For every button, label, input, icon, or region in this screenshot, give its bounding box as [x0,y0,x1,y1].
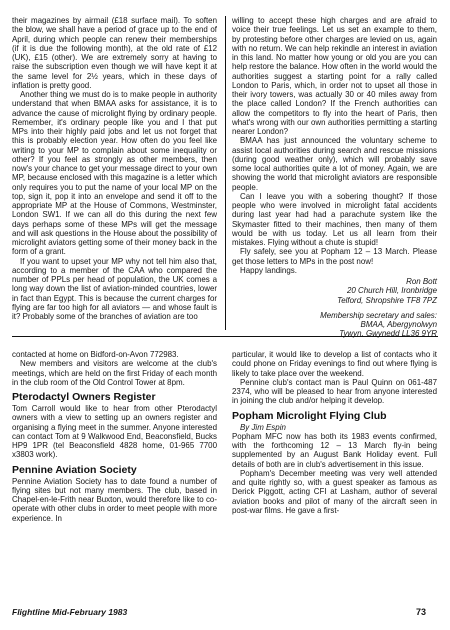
paragraph: particular, it would like to develop a list of contacts who it could phone on Friday evenings to find out where flying is likely to take place over the weekend. [232,350,437,378]
paragraph: Can I leave you with a sobering thought? If those people who were involved in microlight fatal accidents during last year had had a parachute system like the Skymaster fitted to their machines, then many of them would be with us today. Let us all learn from their mistakes. Flying without a chute is stupid! [232,191,437,247]
signature-address-line: 20 Church Hill, Ironbridge [346,286,437,296]
paragraph: New members and visitors are welcome at the club's meetings, which are held on the first Friday of each month in the club room of the Old Control Tower at 8pm. [12,359,217,387]
paragraph: willing to accept these high charges and are afraid to voice their true feelings. Let us set an example to them, by protesting before other charges are levied on us, again with no return. We can help rekindle an interest in aviation in this land. No matter how young or old you are you can help restore the balance. How often in the world would the authorities suggest a starting point for a rally called London to Paris, which, in order not to upset all those in their ivory towers, was actually 30 or 40 miles away from the place called London? If the French authorities can allow the competitors to fly into the heart of Paris, then what's wrong with our own authorities permitting a starting nearer London? [232,16,437,136]
secretary-address-line: BMAA, Abergynolwyn [360,320,437,329]
paragraph: Popham's December meeting was very well attended and quite rightly so, with a guest speaker as famous as Derick Piggott, acting CFI at Lasham, author of several aviation books and pilot of many of the aircraft seen in post-war films. He gave a first- [232,468,437,515]
paragraph: Pennine Aviation Society has to date found a number of flying sites but not many members. The club, based in Chapel-en-le-Frith near Buxton, would therefore like to co-operate with other clubs in order to meet people with more experience. In [12,476,217,523]
paragraph: If you want to upset your MP why not tell him also that, according to a member of the CAA who compared the number of PPLs per head of population, the UK comes a long way down the list of aviation-minded countries, lower in fact than Egypt. This is because the current charges for flying are far too high for all aviators — and whose fault is it? Probably some of the branches of aviation are too [12,256,217,321]
section-heading-popham: Popham Microlight Flying Club [232,409,387,422]
news-column-right [232,350,437,515]
footer-publication: Flightline Mid-February 1983 [12,607,128,617]
signature-address-line: Telford, Shropshire TF8 7PZ [337,295,437,305]
byline: By Jim Espin [240,422,286,432]
paragraph: Tom Carroll would like to hear from other Pterodactyl owners with a view to setting up an owners register and organising a flying meet in the summer. Anyone interested can contact Tom at 9 Walkwood End, Beaconsfield, Bucks HP9 1PR (tel Beaconsfield 4828 home, 01-965 7700 x3803 work). [12,404,217,460]
editorial-column-left [12,16,217,321]
section-rule [12,336,438,337]
section-heading-pennine: Pennine Aviation Society [12,463,137,476]
paragraph: Fly safely, see you at Popham 12 – 13 March. Please get those letters to MPs in the post now! [232,247,437,266]
secretary-address-line: Tywyn, Gwynedd LL36 9YR [339,329,437,339]
paragraph: Happy landings. [240,265,297,275]
news-column-left [12,350,217,523]
signature-name: Ron Bott [406,277,437,286]
paragraph: BMAA has just announced the voluntary scheme to assist local authorities during search and rescue missions (during good weather only), which will probably save some local authorities quite a lot of money. Again, we are showing the world that microlight aviators are responsible people. [232,136,437,192]
paragraph: Popham MFC now has both its 1983 events confirmed, with the forthcoming 12 – 13 March fly-in being supplemented by an August Bank Holiday event. Full details of both are in club's advertisement in this issue. [232,431,437,469]
paragraph: their magazines by airmail (£18 surface mail). To soften the blow, we shall have a period of grace up to the end of April, during which people can renew their memberships (if it is due the following month), at the old rate of £12 (UK), £15 (other). We are extremely sorry at having to raise the subscription even though we will have kept it at the same level for 2½ years, which in these days of inflation is pretty good. [12,16,217,90]
column-divider [225,16,226,330]
paragraph: contacted at home on Bidford-on-Avon 772983. [12,350,179,359]
paragraph: Another thing we must do is to make people in authority understand that when BMAA asks for assistance, it is to advance the cause of microlight flying by ordinary people. Remember, it's ordinary people like you and I that put MPs into their highly paid jobs and let us not forget that this is probably election year. How often do you feel like writing to your MP to complain about some inequality or other? If you feel as strongly as other members, then now's your chance to get your message direct to your own MP, because enclosed with this magazine is a letter which only requires you to put the name of your local MP on the top, sign it, pop it into an envelope and send it off to the appropriate MP at the House of Commons, Westminster, London SW1. If we can all do this during the next few days perhaps some of these MPs will get the message and will ask questions in the House about the possibility of microlight aviators getting some of their money back in the form of a grant. [12,90,217,257]
page-number: 73 [416,607,427,617]
editorial-column-right [232,16,437,339]
secretary-label: Membership secretary and sales: [320,310,437,320]
paragraph: Pennine club's contact man is Paul Quinn on 061-487 2374, who will be pleased to hear from anyone interested in joining the club and/or helping it develop. [232,377,437,406]
section-heading-pterodactyl: Pterodactyl Owners Register [12,391,156,403]
